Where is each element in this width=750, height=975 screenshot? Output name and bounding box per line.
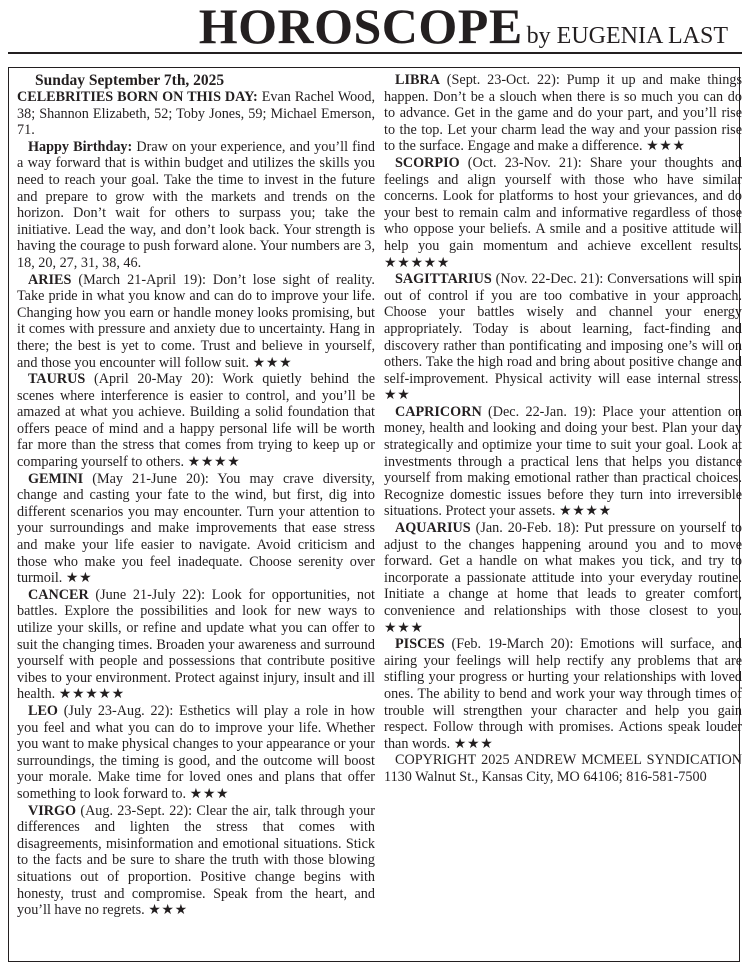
- page-title: HOROSCOPE: [198, 0, 523, 54]
- sign-dates: (Jan. 20-Feb. 18):: [470, 520, 580, 537]
- copyright-notice: COPYRIGHT 2025 ANDREW MCMEEL SYNDICATION 1130 Walnut St., Kansas City, MO 64106; 816-581-7500: [384, 752, 742, 785]
- sign-dates: (May 21-June 20):: [83, 470, 209, 487]
- sign-leo: [17, 703, 375, 803]
- star-rating: ★★★: [453, 735, 494, 752]
- sign-name: CAPRICORN: [395, 403, 482, 420]
- star-rating: ★★★★★: [384, 254, 451, 271]
- sign-name: CANCER: [28, 586, 89, 603]
- masthead: [8, 0, 742, 54]
- celebrities-text: Evan Rachel Wood, 38; Shannon Elizabeth, 52; Toby Jones, 59; Michael Emerson, 71.: [17, 89, 375, 139]
- sign-name: LEO: [28, 702, 58, 719]
- sign-text: Emotions will surface, and airing your feelings will help rectify any problems that are stifling your progress or hurting your relationships with loved ones. The ability to bend and work your way through times of trouble will strengthen your character and help you gain respect. Follow through with promises. Actions speak louder than words.: [384, 636, 742, 752]
- star-rating: ★★★★: [558, 503, 612, 520]
- sign-text: Put pressure on yourself to adjust to the changes happening around you and to move forward. Get a handle on what makes you tick, and try to incorporate a passionate attitude into your everyday routine. Initiate a change at home that leads to greater comfort, convenience and relationships with those closest to you.: [384, 520, 742, 619]
- star-rating: ★★★★: [187, 454, 241, 471]
- sign-text: Share your thoughts and feelings and align yourself with those who have similar concerns. Look for platforms to host your grievances, and do your best to remain calm and informative regardless of those who oppose your beliefs. A smile and a positive attitude will help you gain momentum and achieve excellent results.: [384, 154, 742, 254]
- sign-dates: (April 20-May 20):: [85, 371, 214, 388]
- horoscope-frame: [8, 67, 743, 962]
- sign-dates: (March 21-April 19):: [71, 271, 206, 288]
- sign-taurus: [17, 371, 375, 471]
- sign-name: LIBRA: [395, 72, 440, 88]
- sign-name: ARIES: [28, 271, 72, 288]
- star-rating: ★★★: [252, 354, 293, 371]
- sign-dates: (Sept. 23-Oct. 22):: [439, 72, 560, 88]
- star-rating: ★★★: [189, 785, 230, 802]
- birthday-label: Happy Birthday:: [28, 138, 133, 155]
- star-rating: ★★★: [384, 619, 424, 636]
- star-rating: ★★★: [646, 138, 686, 155]
- star-rating: ★★★: [148, 902, 188, 919]
- star-rating: ★★★★★: [58, 686, 125, 703]
- sign-name: PISCES: [395, 636, 445, 653]
- sign-name: TAURUS: [28, 371, 86, 388]
- sign-dates: (June 21-July 22):: [88, 586, 206, 603]
- sign-text: Don’t lose sight of reality. Take pride in what you know and can do to improve your life. Changing how you earn or handle money looks promising, but it comes with pressure and anxiety due to uncertainty. Hang in there; the best is yet to come. Trust and believe in yourself, and those you encounter will follow suit.: [17, 271, 375, 371]
- sign-aries: [17, 272, 375, 372]
- sign-sagittarius: [384, 271, 742, 404]
- right-column: [384, 72, 742, 786]
- sign-text: Place your attention on money, health and looking and doing your best. Plan your day strategically and optimize your time to suit your goal. Look at investments through a practical lens that helps you distance yourself from making emotional rather than practical choices. Recognize domestic issues before they turn into irreversible situations. Protect your assets.: [384, 403, 743, 520]
- left-column: [17, 72, 375, 919]
- birthday-text: Draw on your experience, and you’ll find a way forward that is within budget and utilizes the skills you need to reach your goal. Take the time to invest in the future and prepare to grow with the markets and trends on the horizon. Don’t wait for others to surpass you; take the initiative. Lead the way, and don’t look back. Your strength is having the courage to push forward alone. Your numbers are 3, 18, 20, 27, 31, 38, 46.: [17, 138, 375, 271]
- celebrities-label: CELEBRITIES BORN ON THIS DAY:: [17, 89, 258, 105]
- date-heading: Sunday September 7th, 2025: [35, 72, 225, 89]
- byline: by EUGENIA LAST: [526, 23, 728, 49]
- sign-text: Work quietly behind the scenes where interference is easier to control, and you’ll be amazed at what you achieve. Building a solid foundation that offers peace of mind and a happy personal life will be worth far more than the stress that comes from trying to keep up or comparing yourself to others.: [17, 371, 375, 471]
- sign-pisces: [384, 636, 742, 752]
- sign-dates: (Oct. 23-Nov. 21):: [459, 154, 582, 171]
- sign-dates: (Dec. 22-Jan. 19):: [481, 403, 597, 420]
- sign-name: SCORPIO: [395, 154, 460, 171]
- sign-text: Clear the air, talk through your differences and lighten the stress that comes with disagreements, misinformation and emotional situations. Stick to the facts and be sure to share the truth with those blowing situations out of proportion. Positive change begins with honesty, trust and compromise. Speak from the heart, and you’ll have no regrets.: [17, 802, 375, 919]
- sign-text: You may crave diversity, change and casting your fate to the wind, but first, dig into different scenarios you may encounter. Turn your attention to your surroundings and make improvements that ease stress and make your life easier to navigate. Avoid criticism and those who make you feel inadequate. Choose serenity over turmoil.: [17, 470, 375, 587]
- sign-text: Pump it up and make things happen. Don’t be a slouch when there is so much you can do to advance. Get in the game and do your part, and you’ll rise to the top. Let your charm lead the way and your passion rise to the surface. Engage and make a difference.: [384, 72, 742, 155]
- sign-name: VIRGO: [28, 802, 77, 819]
- sign-name: AQUARIUS: [395, 520, 471, 537]
- sign-dates: (Feb. 19-March 20):: [444, 636, 574, 653]
- sign-capricorn: [384, 404, 742, 520]
- sign-cancer: [17, 587, 375, 703]
- masthead-title-group: [198, 0, 728, 54]
- birthday-paragraph: [17, 139, 375, 272]
- sign-gemini: [17, 471, 375, 587]
- celebrities-paragraph: [17, 89, 375, 139]
- sign-name: SAGITTARIUS: [395, 271, 492, 288]
- sign-dates: (Nov. 22-Dec. 21):: [491, 271, 604, 288]
- star-rating: ★★: [384, 387, 411, 404]
- star-rating: ★★: [65, 570, 93, 587]
- sign-scorpio: [384, 155, 742, 271]
- sign-dates: (Aug. 23-Sept. 22):: [76, 802, 193, 819]
- sign-text: Look for opportunities, not battles. Explore the possibilities and look for new ways to utilize your skills, or refine and update what you can offer to suit the changing times. Broaden your awareness and surround yourself with people and possessions that contribute positive vibes to your environment. Protect against injury, insult and ill health.: [17, 586, 375, 703]
- sign-libra: [384, 72, 742, 155]
- sign-name: GEMINI: [28, 470, 84, 487]
- sign-aquarius: [384, 520, 742, 636]
- sign-dates: (July 23-Aug. 22):: [57, 702, 174, 719]
- sign-text: Esthetics will play a role in how you feel and what you can do to improve your life. Whether you want to make physical changes to your appearance or your surroundings, the timing is good, and the outcome will boost your morale. Make time for loved ones and plans that offer something to look forward to.: [17, 702, 376, 802]
- sign-virgo: [17, 803, 375, 919]
- sign-text: Conversations will spin out of control if you are too combative in your approach. Choose your battles wisely and channel your energy appropriately. Today is about learning, fact-finding and discovery rather than pontificating and imposing one’s will on others. Take the high road and bring about positive change and self-improvement. Physical activity will ease internal stress.: [384, 271, 742, 387]
